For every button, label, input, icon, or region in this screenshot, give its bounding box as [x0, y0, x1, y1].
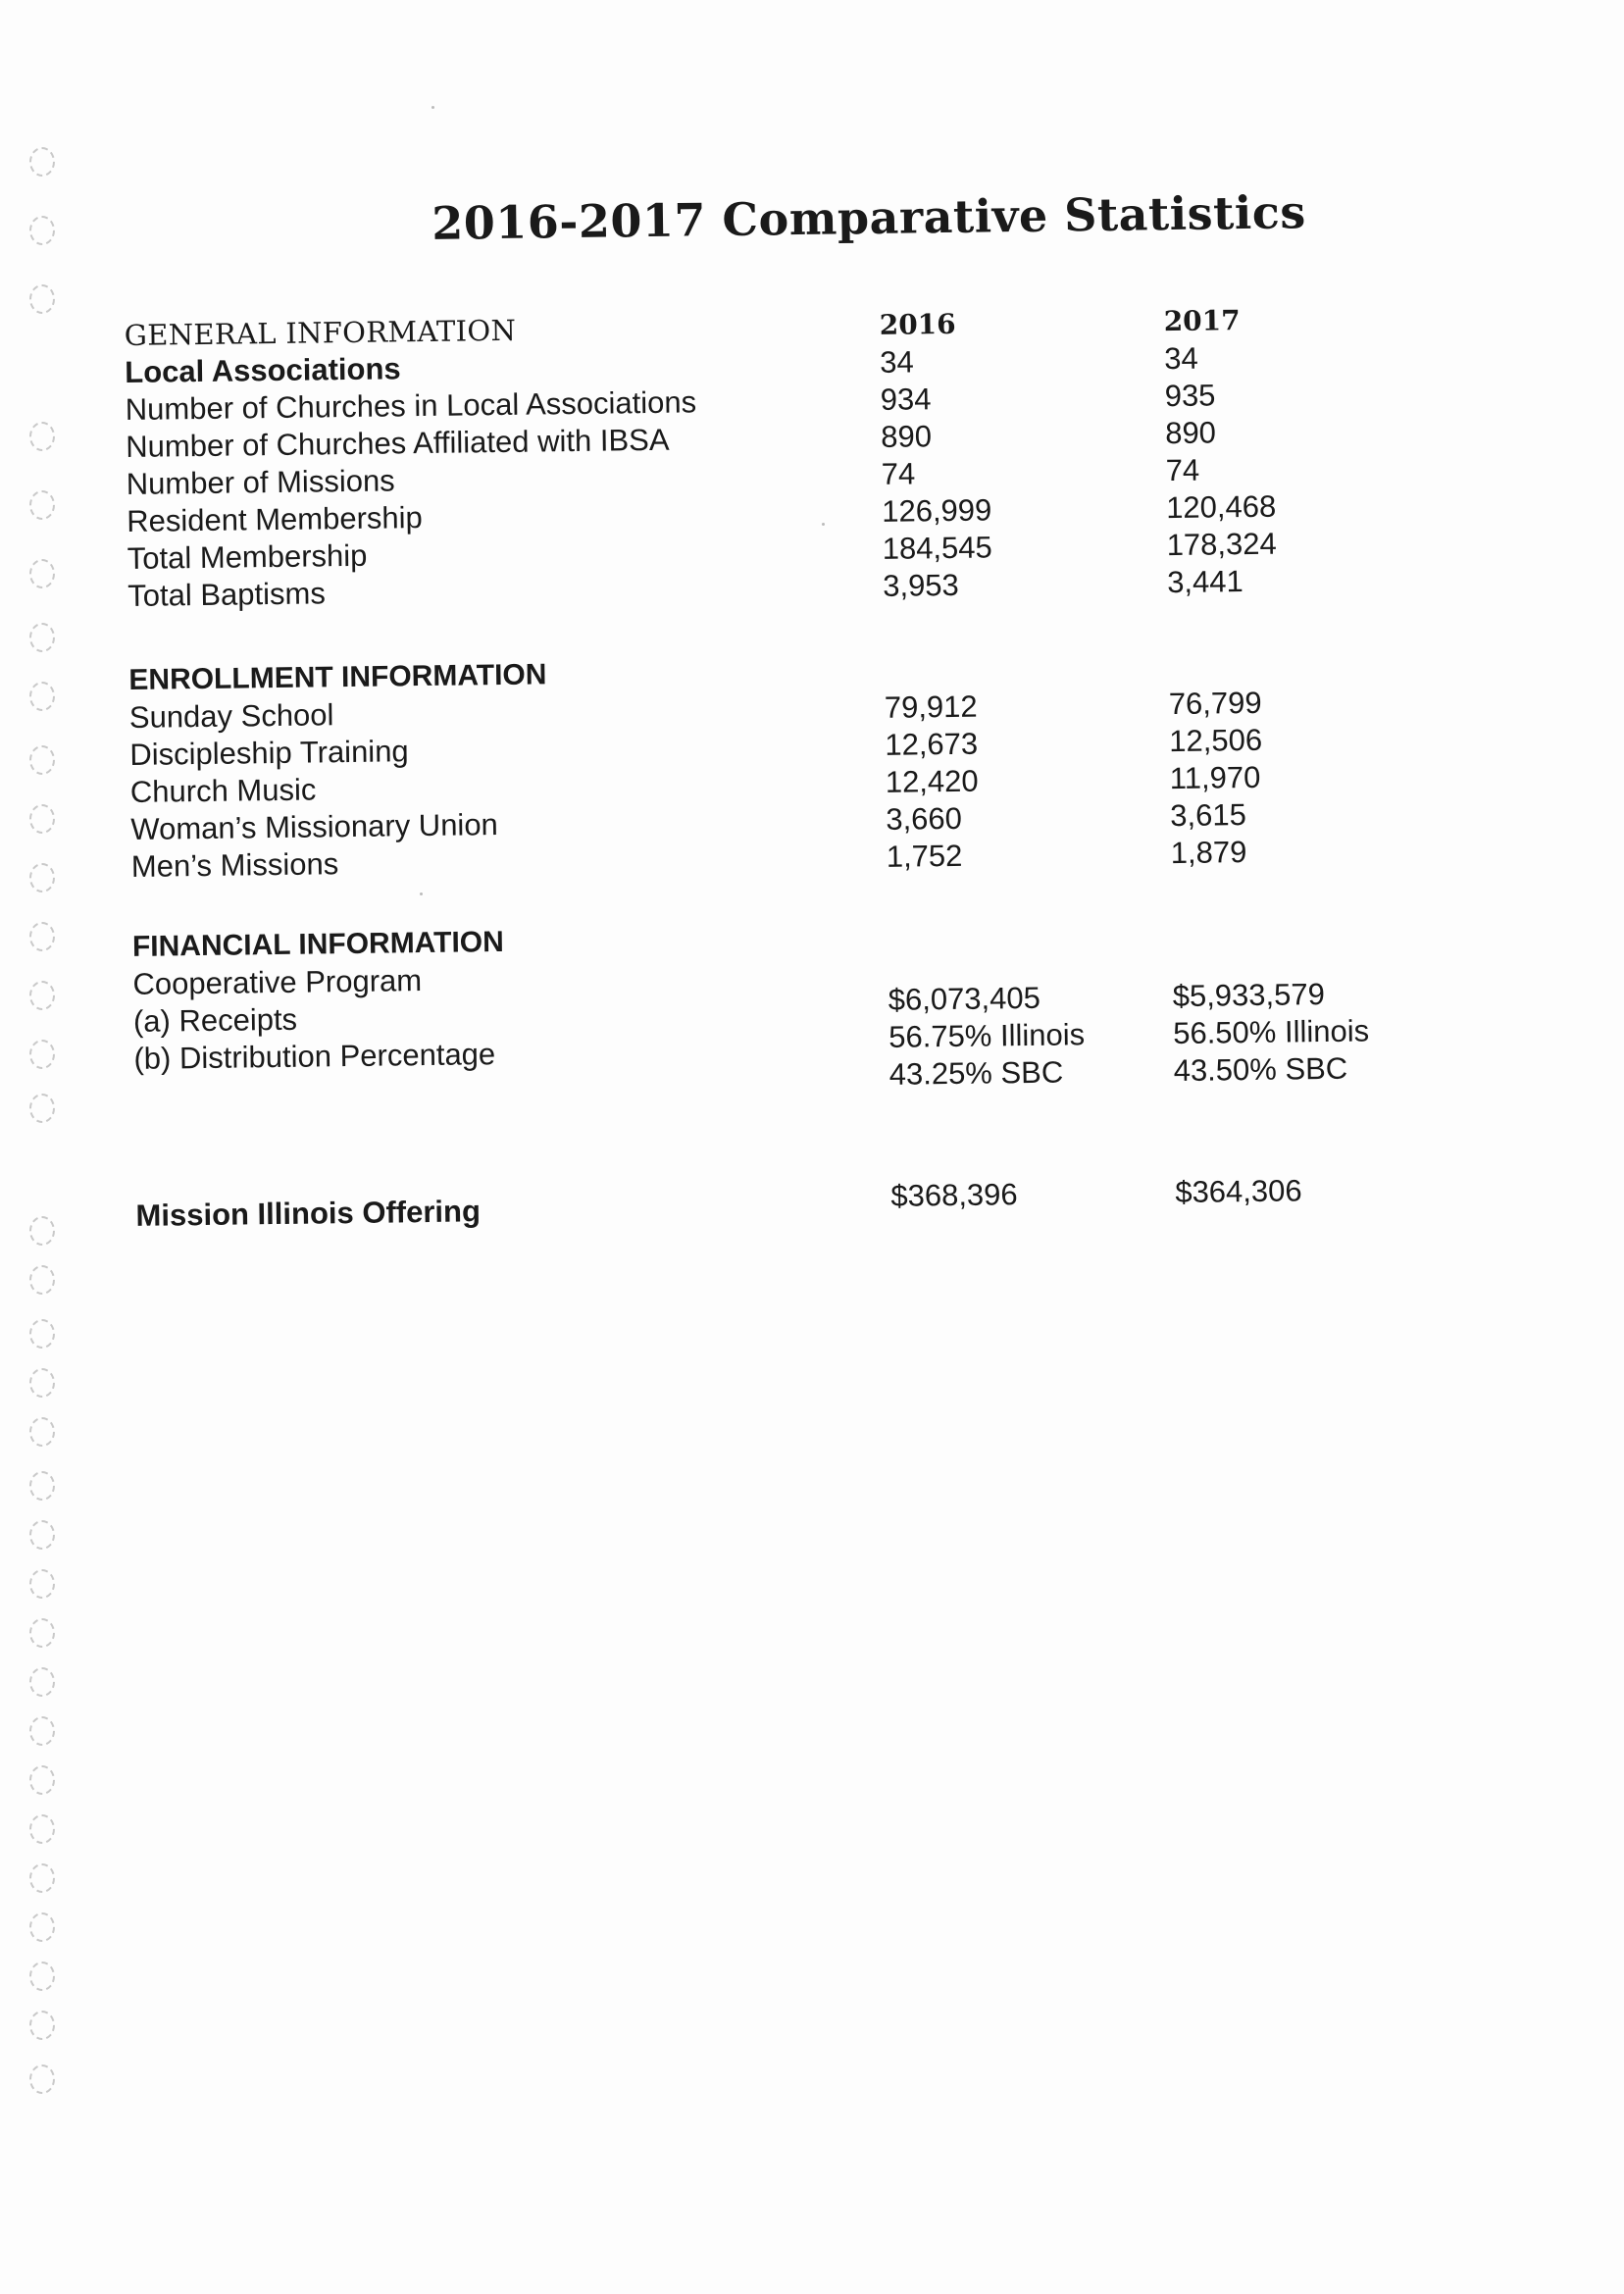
distribution-label: (b) Distribution Percentage	[133, 1037, 496, 1076]
value-2017: 890	[1164, 415, 1217, 451]
row-label: Number of Churches in Local Associations	[125, 384, 697, 427]
value-2017: 1,879	[1170, 835, 1247, 871]
value-2016: 126,999	[881, 492, 992, 529]
row-label: Discipleship Training	[129, 734, 409, 772]
cooperative-program-label: Cooperative Program	[132, 963, 423, 1001]
general-information-section	[125, 299, 1443, 615]
scan-speck	[822, 523, 825, 526]
row-label: Sunday School	[128, 697, 334, 735]
value-2016: 12,420	[885, 763, 979, 799]
offering-2017: $364,306	[1175, 1173, 1302, 1210]
offering-section	[135, 1170, 1449, 1233]
value-2016: 79,912	[884, 688, 978, 725]
value-2017: 120,468	[1165, 488, 1277, 526]
row-label: Men’s Missions	[130, 846, 339, 884]
binder-hole	[29, 745, 55, 775]
binder-hole	[29, 863, 55, 892]
value-2017: 935	[1164, 378, 1216, 414]
distribution-illinois-2016: 56.75% Illinois	[888, 1017, 1086, 1054]
value-2016: 3,660	[886, 800, 963, 837]
row-label: Local Associations	[125, 351, 401, 389]
binder-hole	[29, 1765, 55, 1795]
binder-hole	[29, 804, 55, 834]
binder-hole	[29, 922, 55, 951]
binder-hole	[29, 981, 55, 1010]
page-title: 2016-2017 Comparative Statistics	[431, 185, 1307, 250]
year-2016-header: 2016	[879, 307, 956, 341]
receipts-label: (a) Receipts	[132, 1001, 298, 1039]
value-2016: 3,953	[882, 567, 960, 603]
row-label: Resident Membership	[127, 500, 424, 538]
value-2017: 11,970	[1169, 759, 1261, 796]
binder-hole	[29, 1667, 55, 1697]
value-2016: 74	[881, 456, 916, 491]
value-2016: 34	[879, 344, 914, 380]
binder-hole	[29, 1417, 55, 1447]
receipts-2016: $6,073,405	[888, 980, 1041, 1017]
binder-hole	[29, 1216, 55, 1246]
offering-2016: $368,396	[890, 1177, 1018, 1213]
value-2016: 12,673	[885, 726, 979, 762]
binder-hole	[29, 284, 55, 314]
distribution-illinois-2017: 56.50% Illinois	[1172, 1013, 1370, 1051]
binder-hole	[29, 1814, 55, 1844]
binder-hole	[29, 1368, 55, 1398]
binder-hole	[29, 1962, 55, 1991]
binder-hole	[29, 1569, 55, 1599]
distribution-sbc-2017: 43.50% SBC	[1173, 1050, 1348, 1089]
binder-hole	[29, 1716, 55, 1746]
offering-row	[135, 1170, 1449, 1233]
row-label: Total Baptisms	[127, 576, 327, 613]
statistics-document	[123, 183, 1437, 1233]
binder-hole	[29, 559, 55, 588]
financial-information-heading: FINANCIAL INFORMATION	[131, 925, 504, 963]
distribution-sbc-2016: 43.25% SBC	[888, 1054, 1064, 1092]
binder-hole	[29, 1863, 55, 1893]
offering-label: Mission Illinois Offering	[135, 1194, 482, 1233]
binder-hole	[29, 682, 55, 711]
enrollment-information-section	[128, 644, 1446, 886]
binder-hole	[29, 1471, 55, 1501]
value-2017: 76,799	[1168, 685, 1262, 722]
binder-hole	[29, 216, 55, 245]
value-2017: 3,615	[1170, 797, 1247, 834]
binder-hole	[29, 623, 55, 652]
binder-hole	[29, 1040, 55, 1069]
scan-speck	[420, 892, 423, 895]
value-2017: 74	[1165, 452, 1200, 488]
value-2016: 934	[880, 382, 932, 417]
row-label: Woman’s Missionary Union	[130, 807, 499, 846]
binder-hole	[29, 147, 55, 177]
binder-hole	[29, 1319, 55, 1349]
binder-hole	[29, 1520, 55, 1550]
value-2016: 184,545	[882, 530, 992, 566]
binder-hole	[29, 1912, 55, 1942]
row-label: Total Membership	[127, 537, 368, 576]
general-information-heading: GENERAL INFORMATION	[124, 313, 517, 352]
binder-hole	[29, 422, 55, 451]
scan-speck	[431, 106, 434, 109]
financial-information-section	[132, 911, 1448, 1115]
value-2017: 3,441	[1166, 564, 1243, 600]
value-2016: 890	[880, 419, 933, 454]
row-label: Number of Missions	[126, 463, 395, 501]
value-2017: 178,324	[1166, 526, 1277, 563]
year-2017-header: 2017	[1163, 304, 1241, 338]
binder-hole	[29, 490, 55, 520]
binder-hole	[29, 2065, 55, 2094]
row-label: Number of Churches Affiliated with IBSA	[126, 422, 670, 464]
binder-hole	[29, 1265, 55, 1295]
value-2017: 12,506	[1169, 722, 1263, 759]
binder-holes	[22, 127, 90, 2236]
binder-hole	[29, 2011, 55, 2040]
enrollment-information-heading: ENROLLMENT INFORMATION	[128, 658, 547, 696]
row-label: Church Music	[129, 772, 317, 809]
binder-hole	[29, 1618, 55, 1648]
value-2017: 34	[1163, 340, 1198, 377]
binder-hole	[29, 1094, 55, 1123]
receipts-2017: $5,933,579	[1172, 977, 1326, 1014]
value-2016: 1,752	[886, 838, 963, 874]
